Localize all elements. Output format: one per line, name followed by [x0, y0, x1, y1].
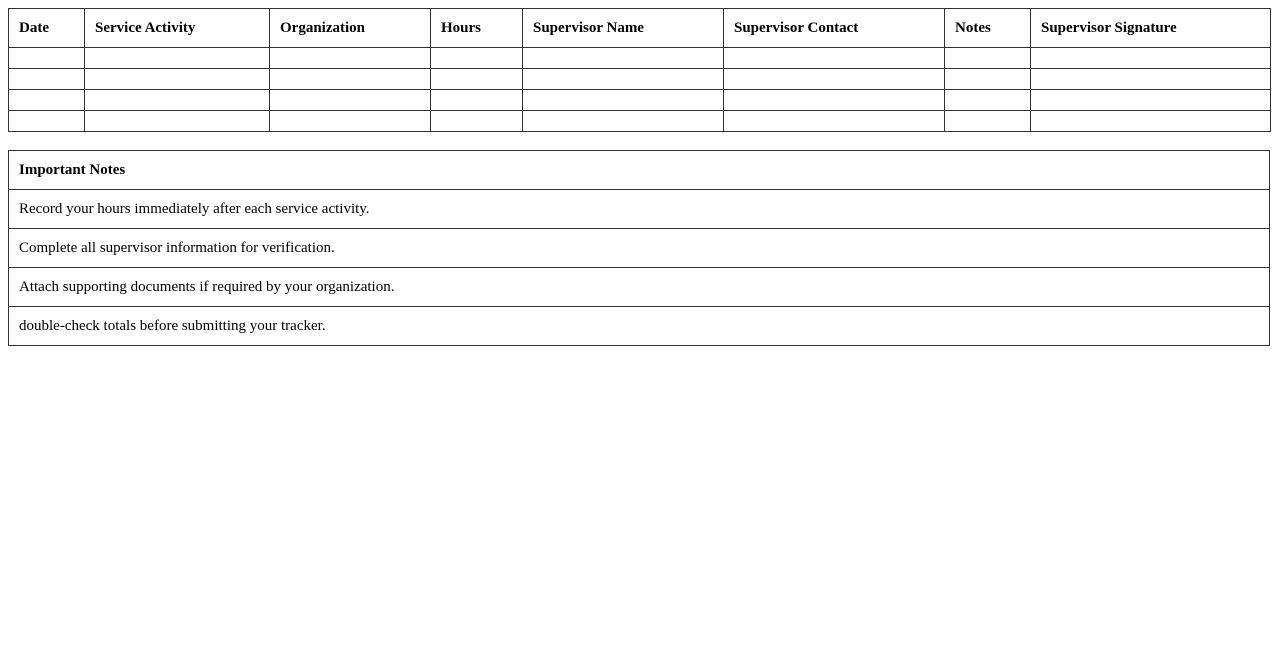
note-text: double-check totals before submitting your tracker. [9, 307, 1270, 346]
table-cell[interactable] [85, 48, 270, 69]
table-cell[interactable] [1031, 69, 1271, 90]
table-row [9, 48, 1271, 69]
table-cell[interactable] [431, 90, 523, 111]
table-cell[interactable] [431, 111, 523, 132]
list-item [9, 229, 1270, 268]
notes-title: Important Notes [9, 151, 1270, 190]
table-cell[interactable] [724, 69, 945, 90]
note-text: Record your hours immediately after each service activity. [9, 190, 1270, 229]
important-notes-table [8, 150, 1270, 346]
table-cell[interactable] [431, 48, 523, 69]
table-row [9, 69, 1271, 90]
service-hours-table [8, 8, 1271, 132]
table-cell[interactable] [1031, 111, 1271, 132]
table-cell[interactable] [270, 90, 431, 111]
table-cell[interactable] [523, 111, 724, 132]
table-cell[interactable] [724, 90, 945, 111]
table-cell[interactable] [9, 69, 85, 90]
column-header-supervisor-signature: Supervisor Signature [1031, 9, 1271, 48]
table-cell[interactable] [945, 69, 1031, 90]
table-cell[interactable] [1031, 90, 1271, 111]
list-item [9, 268, 1270, 307]
table-cell[interactable] [85, 69, 270, 90]
note-text: Attach supporting documents if required by your organization. [9, 268, 1270, 307]
table-header-row [9, 9, 1271, 48]
notes-header-row [9, 151, 1270, 190]
table-cell[interactable] [270, 69, 431, 90]
table-cell[interactable] [945, 48, 1031, 69]
column-header-service-activity: Service Activity [85, 9, 270, 48]
table-cell[interactable] [85, 90, 270, 111]
column-header-notes: Notes [945, 9, 1031, 48]
table-cell[interactable] [724, 111, 945, 132]
table-cell[interactable] [270, 48, 431, 69]
table-cell[interactable] [270, 111, 431, 132]
table-cell[interactable] [523, 90, 724, 111]
column-header-date: Date [9, 9, 85, 48]
table-cell[interactable] [431, 69, 523, 90]
column-header-supervisor-name: Supervisor Name [523, 9, 724, 48]
table-cell[interactable] [9, 90, 85, 111]
list-item [9, 190, 1270, 229]
table-cell[interactable] [9, 111, 85, 132]
table-cell[interactable] [945, 111, 1031, 132]
note-text: Complete all supervisor information for verification. [9, 229, 1270, 268]
table-cell[interactable] [523, 69, 724, 90]
table-cell[interactable] [724, 48, 945, 69]
table-cell[interactable] [85, 111, 270, 132]
column-header-organization: Organization [270, 9, 431, 48]
table-row [9, 90, 1271, 111]
column-header-supervisor-contact: Supervisor Contact [724, 9, 945, 48]
table-cell[interactable] [1031, 48, 1271, 69]
table-cell[interactable] [945, 90, 1031, 111]
table-row [9, 111, 1271, 132]
table-cell[interactable] [523, 48, 724, 69]
column-header-hours: Hours [431, 9, 523, 48]
table-cell[interactable] [9, 48, 85, 69]
list-item [9, 307, 1270, 346]
